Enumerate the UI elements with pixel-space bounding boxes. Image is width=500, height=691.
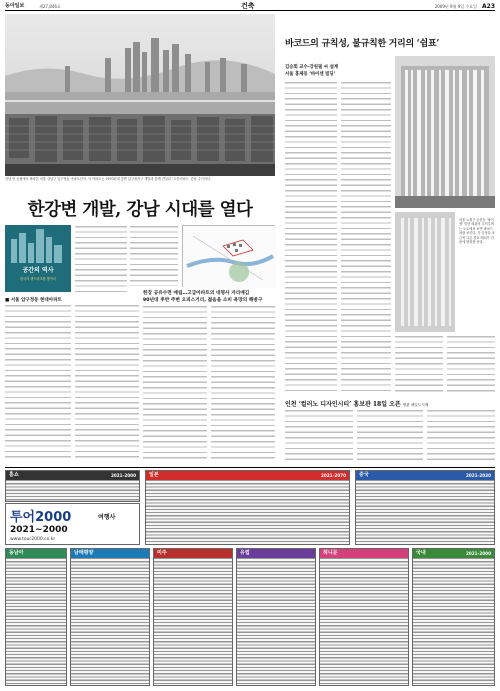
ad-honeymoon-bar — [320, 549, 408, 558]
tour-ad — [5, 503, 140, 545]
photo-caption: 강남 전 공원에서 바라본 서울 강남구 압구정동 아파트단지. 이 아파트는 1970년대 중반 압구정지구 개발과 함께 건설된 ‘고층아파트’ 중심 주거지다. — [5, 177, 211, 181]
site-diagram — [182, 225, 275, 287]
tour-tel: 2021~2000 — [10, 525, 68, 535]
ad-domestic-title: 국내 — [416, 550, 426, 556]
ad-america-bar — [154, 549, 232, 558]
ad-japan — [145, 470, 350, 545]
incheon-col1 — [285, 410, 353, 462]
ad-honeymoon — [319, 548, 409, 686]
ad-south-pacific-title: 남태평양 — [74, 550, 94, 556]
ad-south-pacific-bar — [71, 549, 149, 558]
ad-honeymoon-title: 허니문 — [323, 550, 338, 556]
right-col2 — [341, 82, 391, 392]
right-headline: 바코드의 규칙성, 불규칙한 거리의 ‘쉼표’ — [285, 39, 440, 49]
skyline-photo — [5, 14, 275, 176]
ad-europe — [236, 548, 316, 686]
ad-divider — [5, 467, 495, 468]
issue-date: 2009년 9월 9일 수요일 — [434, 4, 477, 9]
ad-europe-title: 유럽 — [240, 550, 250, 556]
ad-top-left-title: 홈쇼 — [9, 472, 19, 478]
ad-south-pacific — [70, 548, 150, 686]
incheon-title: 인천 ‘컬러노 디자인시티’ 홍보관 18일 오픈 — [285, 401, 401, 408]
ad-right-top — [355, 470, 495, 545]
ad-domestic-tel: 2021-2000 — [465, 551, 491, 556]
tour-logo: 투어2000 — [10, 510, 72, 525]
incheon-byline: 명관 재일도시계 — [402, 403, 429, 407]
ad-america-body — [154, 558, 232, 685]
building-photo — [395, 56, 495, 208]
series-badge — [5, 225, 71, 292]
ad-top-left-bar — [6, 471, 139, 480]
ad-domestic — [412, 548, 495, 686]
building-detail-photo — [395, 212, 455, 332]
ad-domestic-body — [413, 558, 494, 685]
main-headline: 한강변 개발, 강남 시대를 열다 — [27, 200, 253, 220]
ad-south-pacific-body — [71, 558, 149, 685]
ad-japan-body — [146, 480, 349, 544]
building-caption: 서울 노원구 공릉동 ‘바이센’ 빌딩 외관의 수직루버는 도로에서 보면 바코드처럼 보인다. 각 층마다 조금씩 다른 창호 배치가 건물에 변화를 준다. — [459, 218, 495, 245]
body-col4 — [211, 306, 275, 461]
intro-text-col1 — [75, 226, 127, 292]
section-heading: 한강 공유수면 매립…고급아파트의 대명사 자리매김 90년대 후반 주변 오피스거리, 젊음을 소비 욕망의 해방구 — [143, 291, 263, 303]
ad-america-title: 미주 — [157, 550, 167, 556]
badge-title: 공간의 역사 — [22, 267, 54, 274]
ad-southeast-asia — [5, 548, 67, 686]
ad-right-top-bar — [356, 471, 494, 480]
tour-sub: 여행사 — [98, 514, 116, 521]
page-number: A23 — [482, 3, 495, 10]
ad-southeast-asia-title: 동남아 — [9, 550, 24, 556]
paper-name: 동아일보 — [5, 3, 25, 9]
ad-top-left — [5, 470, 140, 502]
ad-right-top-title: 중국 — [359, 472, 369, 478]
incheon-col2 — [357, 410, 423, 462]
body-col3 — [143, 306, 207, 461]
incheon-col3 — [427, 410, 495, 462]
ad-america — [153, 548, 233, 686]
issue-number: 제27,846호 — [39, 4, 61, 9]
right-col1 — [285, 82, 337, 392]
right-subtitle: 김승회 교수-강원필 씨 설계 서울 홍제동 ‘바이센 빌딩’ — [285, 65, 339, 77]
ad-europe-bar — [237, 549, 315, 558]
ad-right-top-tel: 2021-2030 — [465, 473, 491, 478]
badge-subtitle: 한국의 랜드마크를 찾아서 — [20, 277, 56, 281]
ad-southeast-asia-bar — [6, 549, 66, 558]
ad-japan-tel: 2021-2070 — [320, 473, 346, 478]
ad-domestic-bar — [413, 549, 494, 558]
ad-top-left-body — [6, 480, 139, 501]
body-col2 — [75, 305, 139, 461]
ad-honeymoon-body — [320, 558, 408, 685]
intro-text-col2 — [130, 226, 178, 286]
city-icon — [5, 225, 71, 263]
ad-top-left-tel: 2021-2000 — [110, 473, 136, 478]
ad-southeast-asia-body — [6, 558, 66, 685]
ad-right-top-body — [356, 480, 494, 544]
masthead — [5, 2, 495, 11]
article-subhead: ■ 서울 압구정동 현대아파트 — [5, 298, 62, 303]
right-col4 — [447, 336, 495, 392]
tour-url[interactable]: www.tour2000.co.kr — [10, 537, 56, 542]
ad-japan-title: 일본 — [149, 472, 159, 478]
right-col3 — [395, 336, 443, 392]
ad-europe-body — [237, 558, 315, 685]
section-title: 건축 — [241, 2, 255, 10]
body-col1 — [5, 305, 71, 461]
ad-japan-bar — [146, 471, 349, 480]
incheon-headline — [285, 399, 495, 408]
